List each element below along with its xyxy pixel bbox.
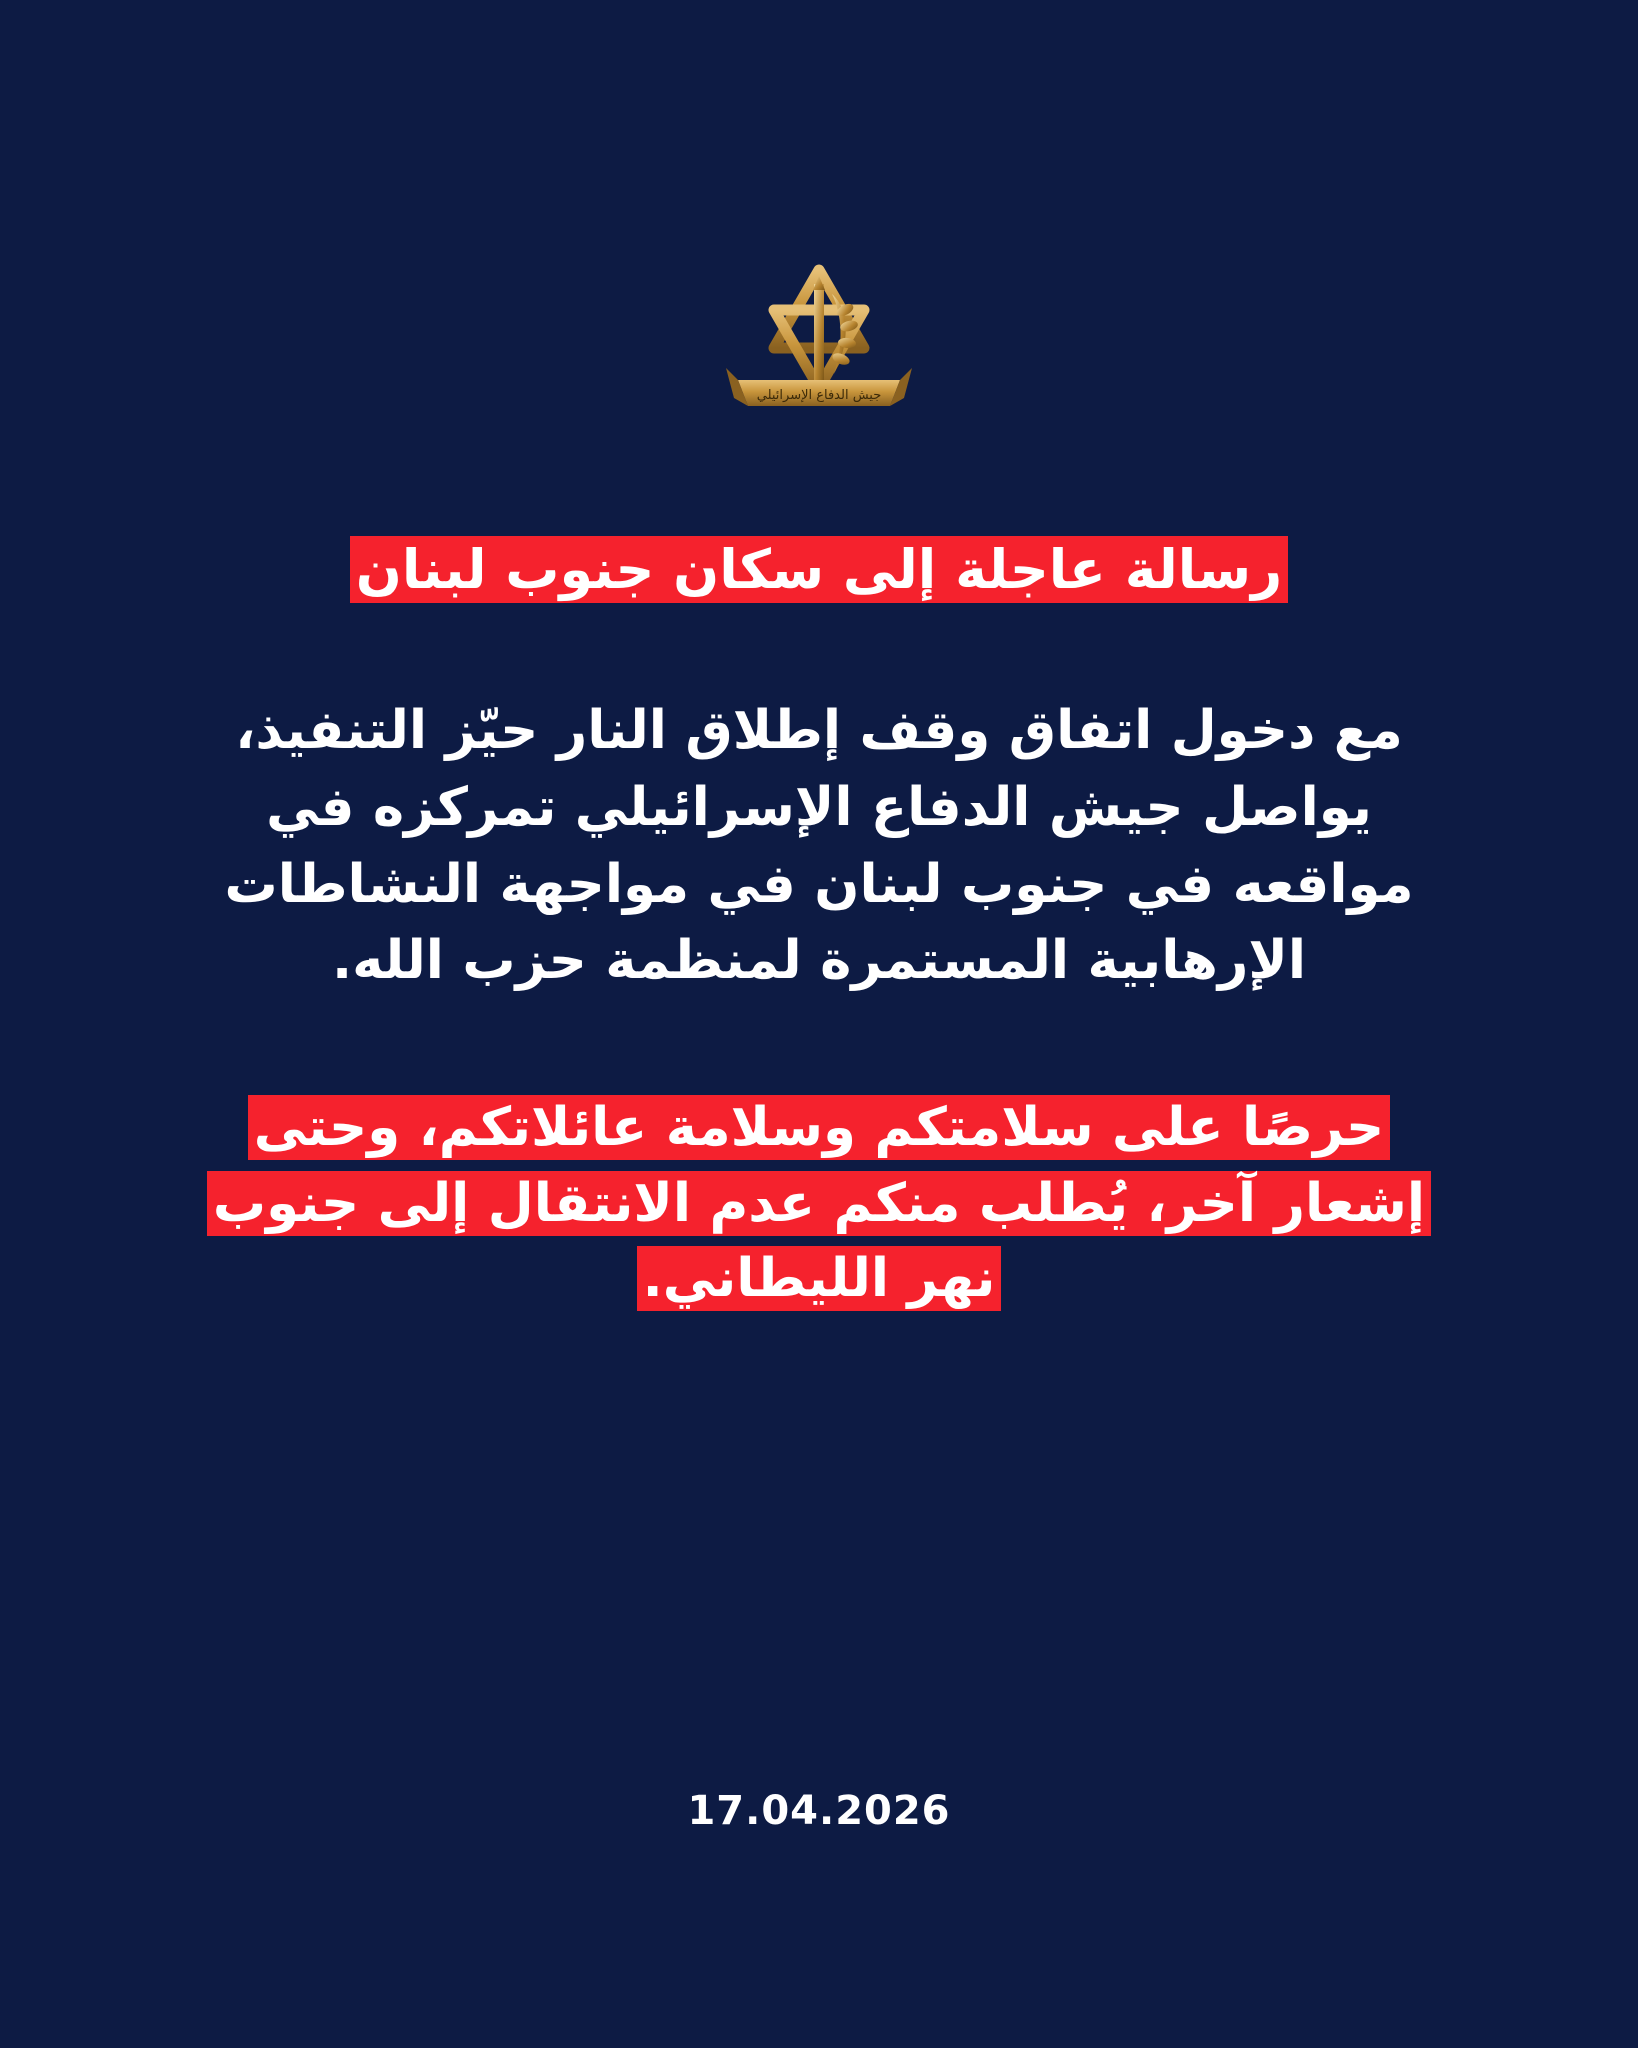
body-paragraph: مع دخول اتفاق وقف إطلاق النار حيّز التنفيذ، يواصل جيش الدفاع الإسرائيلي تمركزه في مواقعه في جنوب لبنان في مواجهة النشاطات الإرهابية المستمرة لمنظمة حزب الله. <box>224 699 1414 992</box>
headline-text: رسالة عاجلة إلى سكان جنوب لبنان <box>350 536 1288 603</box>
message-body <box>189 534 1449 1316</box>
headline <box>189 534 1449 607</box>
svg-text:جيش الدفاع الإسرائيلي: جيش الدفاع الإسرائيلي <box>756 388 882 403</box>
publication-date: 17.04.2026 <box>687 1788 951 1834</box>
idf-emblem-icon <box>704 248 934 438</box>
closing-paragraph <box>189 1090 1449 1316</box>
closing-text: حرصًا على سلامتكم وسلامة عائلاتكم، وحتى إشعار آخر، يُطلب منكم عدم الانتقال إلى جنوب نهر الليطاني. <box>207 1095 1431 1311</box>
